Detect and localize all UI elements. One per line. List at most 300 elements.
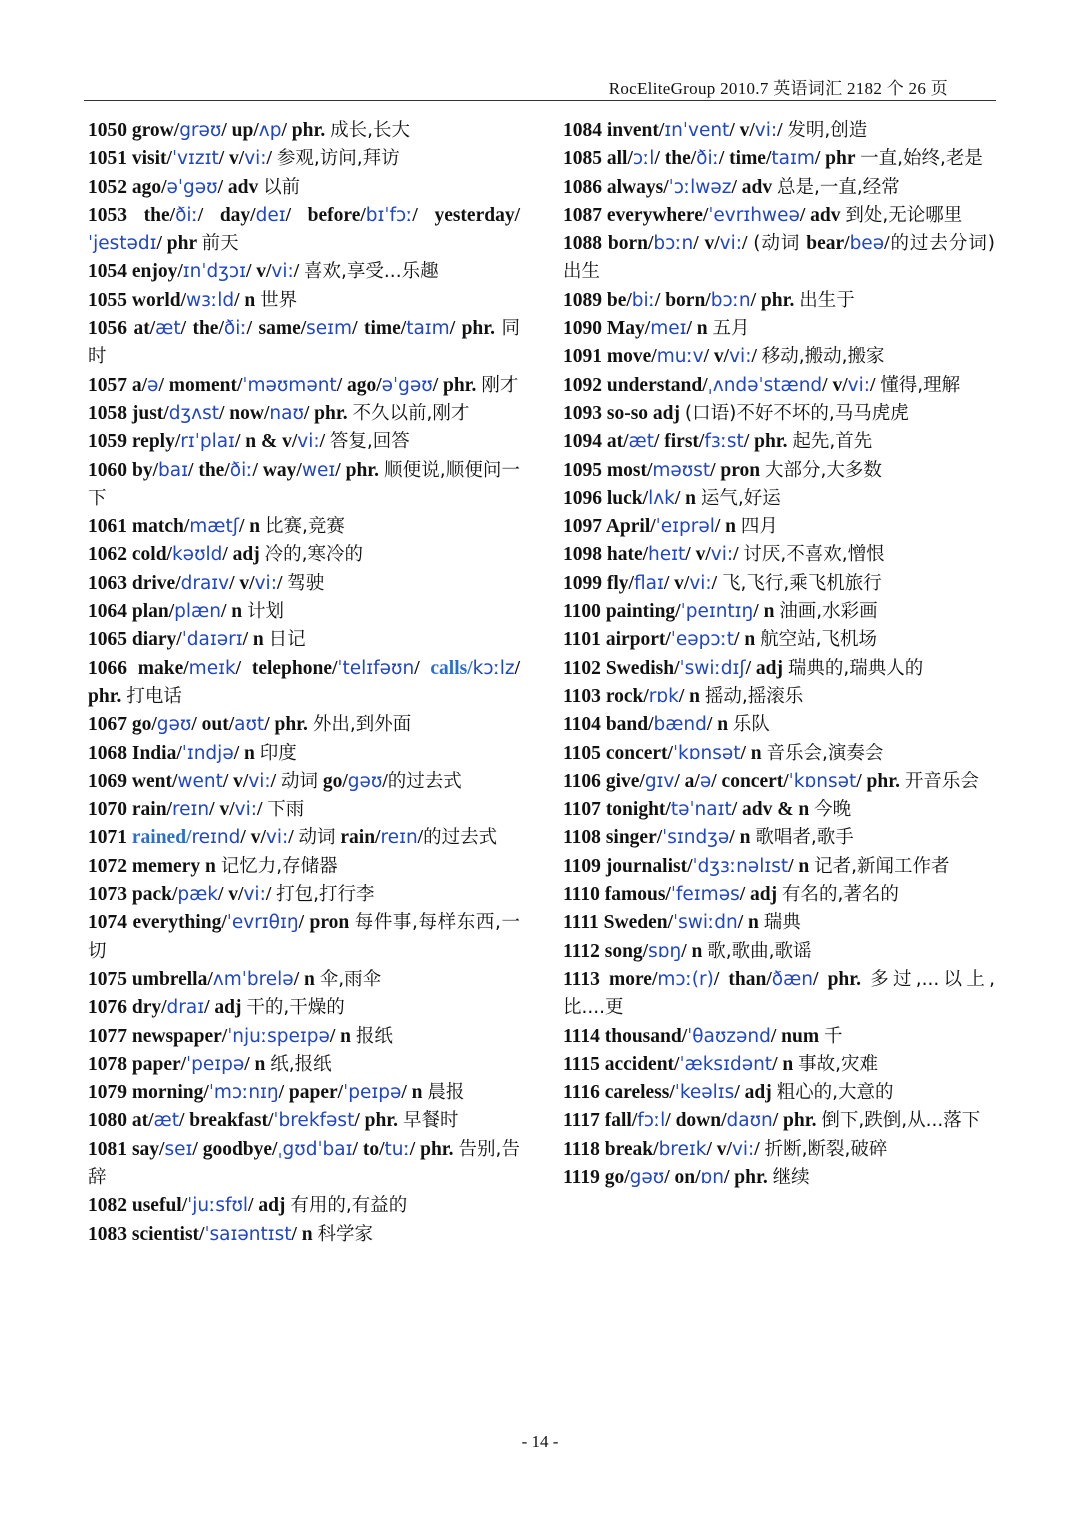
- definition: 懂得,理解: [880, 374, 961, 396]
- phonetic: ˈpeɪpə: [186, 1053, 245, 1075]
- phonetic: aʊt: [234, 714, 265, 736]
- entry-number: 1088: [563, 233, 608, 255]
- header-text: RocEliteGroup 2010.7 英语词汇 2182 个 26 页: [608, 79, 948, 98]
- vocab-entry: [563, 145, 995, 173]
- entry-number: 1078: [88, 1053, 132, 1075]
- phonetic: ɪnˈvent: [664, 120, 730, 141]
- word-text: /: [276, 572, 288, 594]
- entry-number: 1054: [88, 261, 132, 283]
- word-text: / n: [678, 685, 705, 707]
- word-text: go/: [131, 714, 157, 736]
- entry-number: 1058: [88, 402, 132, 424]
- vocab-entry: [563, 202, 995, 230]
- entry-number: 1068: [88, 742, 132, 764]
- entry-number: 1097: [563, 516, 606, 538]
- entry-number: 1114: [563, 1025, 605, 1047]
- phonetic: ˈjestədɪ: [88, 233, 157, 255]
- word-text: give/: [605, 770, 645, 792]
- phonetic: təˈnaɪt: [670, 799, 732, 821]
- definition: 起先,首先: [792, 431, 873, 453]
- word-text: / adv: [799, 204, 846, 226]
- phonetic: baɪ: [157, 459, 188, 481]
- word-text: visit/: [131, 148, 172, 170]
- definition: 报纸: [355, 1025, 393, 1047]
- word-text: / v/: [209, 799, 235, 821]
- phonetic: mɔː(r): [657, 968, 714, 990]
- word-text: / v/: [703, 346, 730, 368]
- word-text: / n: [681, 940, 708, 962]
- phonetic: ˌʌndəˈstænd: [707, 374, 823, 396]
- vocab-entry: [88, 145, 520, 173]
- word-text: / moment/: [158, 374, 243, 396]
- word-text: / phr.: [409, 1138, 459, 1160]
- definition: 事故,灾难: [798, 1053, 878, 1075]
- vocab-entry: [563, 1051, 995, 1079]
- word-text: / phr: [156, 233, 202, 255]
- vocab-entry: [563, 1079, 995, 1107]
- word-text: / the/: [187, 459, 230, 481]
- vocab-entry: [88, 570, 520, 598]
- word-text: grow/: [131, 120, 180, 141]
- word-text: memery n: [131, 855, 221, 877]
- word-text: / n: [753, 601, 780, 623]
- vocab-entry: [563, 683, 995, 711]
- phonetic: əˈgəʊ: [381, 374, 433, 396]
- entry-number: 1104: [563, 714, 606, 736]
- word-text: / num: [770, 1025, 824, 1047]
- definition: 晨报: [427, 1082, 465, 1104]
- definition: 千: [823, 1025, 843, 1047]
- entry-number: 1063: [88, 572, 132, 594]
- word-text: / n: [233, 742, 260, 764]
- word-text: / n: [220, 601, 247, 623]
- entry-number: 1093: [563, 402, 607, 424]
- word-text: / n: [291, 1223, 318, 1245]
- word-text: / day/: [197, 204, 256, 226]
- phonetic: taɪm: [406, 318, 450, 340]
- definition: 动词: [280, 770, 318, 792]
- vocab-entry: [563, 796, 995, 824]
- word-text: / way/: [252, 459, 302, 481]
- word-text: / adv: [217, 176, 264, 198]
- definition: 打电话: [126, 685, 182, 707]
- word-text: / n: [772, 1053, 799, 1075]
- word-text: / phr.: [335, 459, 385, 481]
- definition: 参观,访问,拜访: [276, 148, 400, 170]
- vocab-entry: [563, 372, 995, 400]
- word-text: paper/: [131, 1053, 187, 1075]
- word-text: / v/: [729, 120, 755, 141]
- definition: 有名的,著名的: [782, 884, 899, 906]
- vocab-entry: [88, 174, 520, 202]
- entry-number: 1073: [88, 884, 132, 906]
- vocab-entry: [88, 513, 520, 541]
- word-text: / v/: [693, 233, 720, 255]
- word-text: the/: [143, 204, 176, 226]
- word-text: /: [265, 884, 277, 906]
- phonetic: vi:: [248, 770, 271, 792]
- entry-number: 1089: [563, 289, 607, 311]
- word-text: drive/: [131, 572, 181, 594]
- vocab-entry: [563, 570, 995, 598]
- entry-number: 1100: [563, 601, 606, 623]
- word-text: / adj: [204, 997, 247, 1019]
- vocab-entry: [563, 824, 995, 852]
- word-text: /: [293, 261, 305, 283]
- word-text: /: [417, 827, 424, 849]
- phonetic: draɪv: [180, 572, 230, 594]
- phonetic: vi:: [731, 1138, 755, 1160]
- phonetic: ɒn: [700, 1166, 724, 1188]
- word-text: / ago/: [336, 374, 382, 396]
- phonetic: mætʃ: [189, 516, 239, 538]
- definition: 世界: [260, 289, 298, 311]
- word-text: dry/: [131, 997, 167, 1019]
- phonetic: grəʊ: [179, 120, 222, 141]
- word-text: / v/: [218, 148, 245, 170]
- entry-number: 1090: [563, 318, 607, 340]
- word-text: rock/: [605, 685, 649, 707]
- page-number: - 14 -: [521, 1432, 559, 1451]
- word-text: / adj: [745, 657, 788, 679]
- phonetic: fɜːst: [704, 431, 744, 453]
- definition: 记忆力,存储器: [220, 855, 338, 877]
- phonetic: deɪ: [255, 204, 286, 226]
- word-text: move/: [606, 346, 657, 368]
- phonetic: ˈdaɪərɪ: [181, 629, 243, 651]
- definition: 多过,...以上,比....更: [563, 968, 995, 1019]
- word-text: / adj: [739, 884, 782, 906]
- word-text: umbrella/: [131, 968, 213, 990]
- phonetic: ˌgʊdˈbaɪ: [277, 1138, 353, 1160]
- entry-number: 1067: [88, 714, 132, 736]
- vocab-entry: [88, 202, 520, 259]
- word-text: born/: [607, 233, 654, 255]
- entry-number: 1098: [563, 544, 607, 566]
- word-text: useful/: [131, 1195, 188, 1217]
- vocab-entry: [88, 1107, 520, 1135]
- definition: 瑞典的,瑞典人的: [787, 657, 924, 679]
- definition: 飞,飞行,乘飞机旅行: [721, 572, 882, 594]
- phonetic: vi:: [234, 799, 257, 821]
- word-text: / n: [740, 742, 767, 764]
- definition: 继续: [772, 1166, 810, 1188]
- entry-number: 1112: [563, 940, 605, 962]
- vocab-entry: [88, 400, 520, 428]
- vocab-entry: [563, 598, 995, 626]
- word-text: / v/: [663, 572, 690, 594]
- phonetic: ˈtelɪfəʊn: [337, 657, 415, 679]
- phonetic: vi:: [244, 148, 267, 170]
- phonetic: ˈeəpɔːt: [670, 629, 735, 651]
- entry-number: 1107: [563, 799, 606, 821]
- word-text: / v/: [222, 770, 249, 792]
- word-text: / phr.: [264, 714, 313, 736]
- definition: 前天: [201, 233, 239, 255]
- word-text: enjoy/: [131, 261, 183, 283]
- word-text: / out/: [191, 714, 235, 736]
- entry-number: 1091: [563, 346, 607, 368]
- vocab-entry: [563, 711, 995, 739]
- entry-number: 1082: [88, 1195, 132, 1217]
- definition: 五月: [712, 318, 750, 340]
- word-text: / than/: [713, 968, 772, 990]
- phonetic: rɪˈplaɪ: [180, 431, 235, 453]
- word-text: accident/: [604, 1053, 680, 1075]
- word-text: / phr.: [281, 120, 331, 141]
- word-text: band/: [605, 714, 654, 736]
- word-text: careless/: [604, 1082, 675, 1104]
- vocab-entry: [563, 117, 995, 145]
- phonetic: vi:: [297, 431, 320, 453]
- vocab-entry: [88, 824, 520, 852]
- entry-number: 1075: [88, 968, 132, 990]
- phonetic: vi:: [254, 572, 277, 594]
- entry-number: 1074: [88, 912, 133, 934]
- phonetic: ˈdʒɜːnəlɪst: [692, 855, 789, 877]
- definition: 比赛,竞赛: [264, 516, 345, 538]
- entry-number: 1066: [88, 657, 138, 679]
- definition: 日记: [268, 629, 306, 651]
- phonetic: ˈevrɪθɪŋ: [226, 912, 299, 934]
- vocab-entry: [563, 966, 995, 1023]
- word-text: April/: [605, 516, 656, 538]
- word-text: / same/: [246, 318, 307, 340]
- entry-number: 1096: [563, 487, 607, 509]
- vocab-entry: [88, 626, 520, 654]
- phonetic: ˈθaʊzənd: [687, 1025, 771, 1047]
- vocab-entry: [563, 740, 995, 768]
- definition: 发明,创造: [787, 120, 868, 141]
- entry-number: 1118: [563, 1138, 605, 1160]
- word-text: painting/: [605, 601, 681, 623]
- word-text: reply/: [131, 431, 181, 453]
- vocab-entry: [563, 287, 995, 315]
- vocab-entry: [88, 428, 520, 456]
- left-column: [88, 117, 520, 1249]
- entry-number: 1110: [563, 884, 605, 906]
- word-text: cold/: [131, 544, 172, 566]
- entry-number: 1108: [563, 827, 606, 849]
- phonetic: ˈjuːsfʊl: [187, 1195, 249, 1217]
- page-header: [84, 74, 996, 101]
- word-text: more/: [609, 968, 658, 990]
- vocab-entry: [88, 117, 520, 145]
- vocab-entry: [88, 994, 520, 1022]
- definition: 喜欢,享受...乐趣: [304, 261, 439, 283]
- phonetic: reɪn: [171, 799, 210, 821]
- vocab-entry: [88, 1051, 520, 1079]
- phonetic: taɪm: [771, 148, 815, 170]
- vocab-entry: [563, 428, 995, 456]
- phonetic: seɪ: [164, 1138, 193, 1160]
- phonetic: wɜːld: [186, 289, 235, 311]
- word-text: / phr.: [354, 1110, 403, 1132]
- entry-number: 1064: [88, 601, 132, 623]
- word-text: / n: [737, 912, 764, 934]
- phonetic: vi:: [243, 884, 266, 906]
- phonetic: vi:: [729, 346, 752, 368]
- entry-number: 1057: [88, 374, 132, 396]
- vocab-entry: [563, 343, 995, 371]
- definition: 动词: [298, 827, 336, 849]
- word-text: / n: [242, 629, 269, 651]
- phonetic: ˈɪndjə: [181, 742, 234, 764]
- phonetic: ˈkeəlɪs: [674, 1082, 735, 1104]
- entry-number: 1086: [563, 176, 607, 198]
- definition: 刚才: [481, 374, 519, 396]
- word-text: go/: [604, 1166, 630, 1188]
- phonetic: ðæn: [771, 968, 814, 990]
- definition: 冷的,寒冷的: [264, 544, 364, 566]
- word-text: / n: [686, 318, 713, 340]
- phonetic: went: [177, 770, 223, 792]
- phonetic: sɒŋ: [648, 940, 682, 962]
- definition: 航空站,飞机场: [760, 629, 877, 651]
- phonetic: vi:: [710, 544, 734, 566]
- word-text: ago/: [131, 176, 167, 198]
- entry-number: 1087: [563, 204, 607, 226]
- word-text: /: [884, 233, 890, 255]
- word-text: /: [733, 544, 744, 566]
- definition: 计划: [246, 601, 284, 623]
- definition: 四月: [740, 516, 778, 538]
- vocab-entry: [88, 768, 520, 796]
- word-text: plan/: [131, 601, 175, 623]
- word-text: / n: [238, 516, 265, 538]
- word-text: / down/: [665, 1110, 727, 1132]
- word-text: everywhere/: [606, 204, 709, 226]
- phonetic: bɔːn: [653, 233, 694, 255]
- phonetic: æt: [628, 431, 654, 453]
- definition: 成长,长大: [330, 120, 410, 141]
- word-text: / v/: [706, 1138, 732, 1160]
- word-text: / v/: [822, 374, 848, 396]
- word-text: / phr.: [856, 770, 905, 792]
- definition: 同时: [88, 318, 520, 368]
- phonetic: ʌp: [258, 120, 282, 141]
- entry-number: 1077: [88, 1025, 132, 1047]
- definition: 移动,搬动,搬家: [761, 346, 885, 368]
- entry-number: 1101: [563, 629, 606, 651]
- definition: 驾驶: [287, 572, 325, 594]
- phonetic: breɪk: [658, 1138, 707, 1160]
- entry-number: 1083: [88, 1223, 132, 1245]
- entry-number: 1084: [563, 120, 607, 141]
- word-text: by/: [131, 459, 158, 481]
- phonetic: məʊst: [652, 459, 711, 481]
- word-text: / v/: [229, 572, 255, 594]
- word-text: most/: [606, 459, 653, 481]
- word-text: May/: [606, 318, 651, 340]
- phonetic: reɪn: [380, 827, 418, 849]
- word-text: / phr.: [772, 1110, 822, 1132]
- word-text: / phr.: [303, 402, 353, 424]
- word-text: / first/: [653, 431, 705, 453]
- phonetic: ˈsɪndʒə: [662, 827, 730, 849]
- word-text: / n: [234, 289, 261, 311]
- word-text: morning/: [131, 1082, 209, 1104]
- word-text: went/: [131, 770, 178, 792]
- phonetic: beə: [849, 233, 885, 255]
- phonetic: ˈswiːdn: [673, 912, 738, 934]
- word-text: scientist/: [131, 1223, 205, 1245]
- word-text: pack/: [131, 884, 178, 906]
- vocab-entry: [88, 1221, 520, 1249]
- phonetic: biː: [631, 289, 655, 311]
- entry-number: 1071: [88, 827, 132, 849]
- word-text: say/: [131, 1138, 165, 1160]
- word-text: / adj: [734, 1082, 777, 1104]
- word-text: / adj: [248, 1195, 291, 1217]
- word-text: / n: [674, 487, 701, 509]
- word-highlight: calls/: [430, 657, 473, 679]
- word-text: airport/: [605, 629, 671, 651]
- word-text: / telephone/: [235, 657, 338, 679]
- phonetic: ˈnjuːspeɪpə: [227, 1025, 330, 1047]
- phonetic: æt: [153, 1110, 179, 1132]
- entry-number: 1115: [563, 1053, 605, 1075]
- vocab-entry: [88, 457, 520, 514]
- word-text: at/: [606, 431, 629, 453]
- word-text: /: [742, 233, 754, 255]
- vocab-entry: [563, 881, 995, 909]
- entry-number: 1102: [563, 657, 606, 679]
- definition: 瑞典: [763, 912, 801, 934]
- phonetic: gəʊ: [629, 1166, 665, 1188]
- phonetic: ʌmˈbrelə: [212, 968, 294, 990]
- phonetic: ˈmɔːnɪŋ: [208, 1082, 279, 1104]
- phonetic: bɪˈfɔː: [365, 204, 413, 226]
- entry-number: 1094: [563, 431, 607, 453]
- word-text: song/: [604, 940, 649, 962]
- phonetic: naʊ: [269, 402, 304, 424]
- entry-number: 1070: [88, 799, 132, 821]
- phonetic: ðiː: [229, 459, 253, 481]
- word-text: rain/: [335, 827, 381, 849]
- phonetic: daʊn: [726, 1110, 773, 1132]
- phonetic: ˈsaɪəntɪst: [204, 1223, 292, 1245]
- definition: 告别,告辞: [88, 1138, 520, 1188]
- word-text: / on/: [664, 1166, 701, 1188]
- phonetic: ˈfeɪməs: [670, 884, 740, 906]
- word-text: everything/: [132, 912, 227, 934]
- word-text: invent/: [606, 120, 665, 141]
- definition: 打包,打行李: [276, 884, 375, 906]
- word-text: / born/: [654, 289, 711, 311]
- definition: 乐队: [732, 714, 770, 736]
- word-text: just/: [131, 402, 169, 424]
- phonetic: ˈpeɪpə: [343, 1082, 402, 1104]
- definition: 印度: [259, 742, 297, 764]
- phonetic: draɪ: [166, 997, 205, 1019]
- definition: 以前: [263, 176, 301, 198]
- phonetic: fɔːl: [637, 1110, 666, 1132]
- entry-number: 1119: [563, 1166, 605, 1188]
- entry-number: 1060: [88, 459, 132, 481]
- entry-number: 1105: [563, 742, 606, 764]
- definition: 歌唱者,歌手: [755, 827, 854, 849]
- vocab-entry: [563, 768, 995, 796]
- vocab-entry: [563, 909, 995, 937]
- phonetic: ˈbrekfəst: [273, 1110, 355, 1132]
- word-text: / to/: [352, 1138, 385, 1160]
- phonetic: bɔːn: [710, 289, 751, 311]
- phonetic: ɪnˈdʒɔɪ: [182, 261, 246, 283]
- vocab-entry: [563, 1107, 995, 1135]
- phonetic: seɪm: [306, 318, 353, 340]
- word-text: singer/: [605, 827, 663, 849]
